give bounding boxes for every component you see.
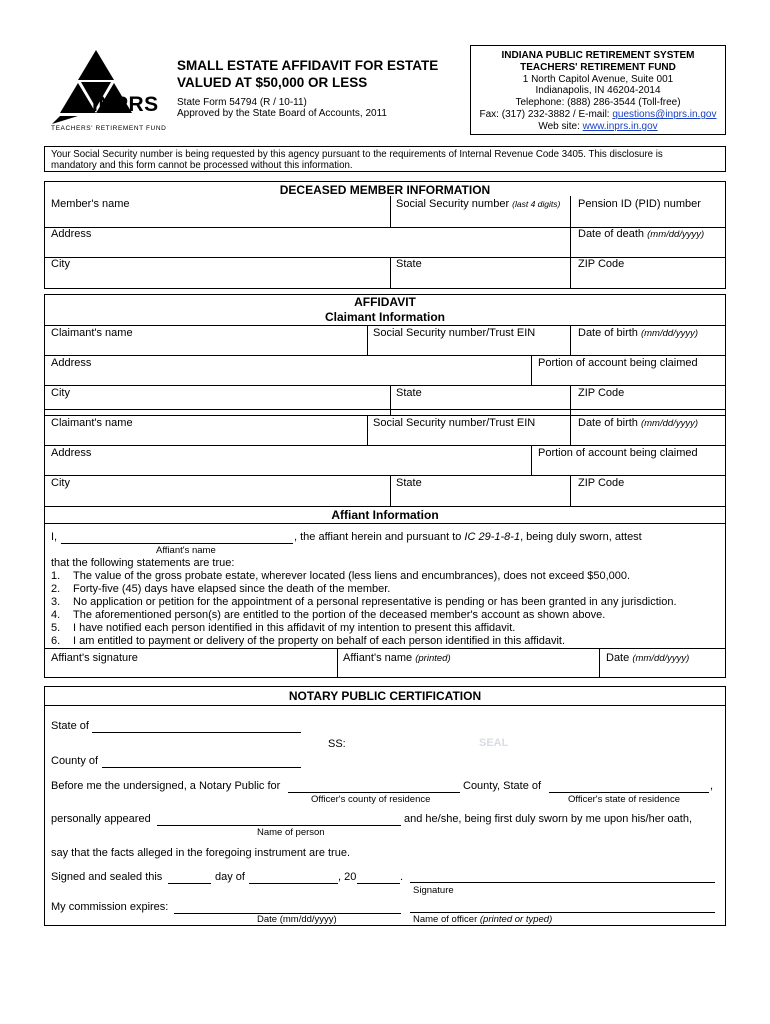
- person-name-line[interactable]: [157, 825, 401, 826]
- statement-item: [51, 609, 606, 622]
- ic-citation: IC 29-1-8-1: [464, 531, 521, 543]
- officers-state-caption: Officer's state of residence: [568, 794, 680, 805]
- inprs-logo: [44, 46, 174, 136]
- website-link[interactable]: www.inprs.in.gov: [582, 120, 658, 132]
- notice-line1: Your Social Security number is being requested by this agency pursuant to the requirements of Internal Revenue Code 3405. This disclosure is: [51, 149, 663, 160]
- commission-label: My commission expires:: [51, 901, 169, 913]
- notary-county-line[interactable]: [288, 792, 460, 793]
- field-claimant2-dob[interactable]: [578, 417, 698, 430]
- state-of-label: State of: [51, 720, 89, 732]
- notary-heading: NOTARY PUBLIC CERTIFICATION: [288, 689, 482, 703]
- statement-number: 5.: [51, 622, 61, 634]
- field-claimant2-state[interactable]: State: [396, 477, 422, 489]
- agency-name: INDIANA PUBLIC RETIREMENT SYSTEM: [501, 50, 695, 61]
- statement-item: [51, 622, 516, 635]
- statements-intro: that the following statements are true:: [51, 557, 235, 569]
- day-of-text: day of: [215, 871, 245, 883]
- seal-watermark: SEAL: [479, 737, 509, 749]
- statement-item: [51, 635, 566, 648]
- field-claimant2-portion[interactable]: Portion of account being claimed: [538, 447, 698, 459]
- sworn-text: and he/she, being first duly sworn by me upon his/her oath,: [404, 813, 693, 825]
- field-claimant1-ssn[interactable]: Social Security number/Trust EIN: [373, 327, 536, 339]
- statement-text: No application or petition for the appointment of a personal representative is pending or has been granted in any jurisdiction.: [73, 596, 677, 608]
- field-claimant2-city[interactable]: City: [51, 477, 70, 489]
- oath-text-part1: , the affiant herein and pursuant to: [294, 531, 465, 543]
- statement-text: The value of the gross probate estate, wherever located (less liens and encumbrances), does not exceed $50,000.: [73, 570, 631, 582]
- statement-item: [51, 570, 631, 583]
- affiant-oath-text: [294, 531, 642, 544]
- field-member-city[interactable]: City: [51, 258, 70, 270]
- form-title-line2: VALUED AT $50,000 OR LESS: [177, 75, 368, 90]
- notice-line2: mandatory and this form cannot be processed without this information.: [51, 160, 353, 171]
- affidavit-heading: AFFIDAVIT: [354, 295, 416, 309]
- before-me-text: Before me the undersigned, a Notary Public for: [51, 780, 281, 792]
- statement-text: I have notified each person identified in this affidavit of my intention to present this affidavit.: [73, 622, 516, 634]
- field-claimant1-name[interactable]: Claimant's name: [51, 327, 133, 339]
- dod-note: (mm/dd/yyyy): [647, 229, 705, 240]
- statement-text: Forty-five (45) days have elapsed since the death of the member.: [73, 583, 391, 595]
- agency-fax-email: [471, 109, 725, 121]
- field-affiant-printed-name[interactable]: [343, 652, 451, 665]
- logo-subtext: TEACHERS' RETIREMENT FUND: [51, 125, 167, 132]
- county-state-text: County, State of: [463, 780, 542, 792]
- notary-signature-line[interactable]: [410, 882, 715, 883]
- dob-label: Date of birth: [578, 327, 638, 339]
- period: .: [400, 871, 404, 883]
- personally-appeared-text: personally appeared: [51, 813, 151, 825]
- name-of-person-caption: Name of person: [257, 827, 325, 838]
- say-that-text: say that the facts alleged in the foregoing instrument are true.: [51, 847, 351, 859]
- printed-name-label: Affiant's name: [343, 652, 413, 664]
- ssn-notice-box: [44, 146, 726, 172]
- field-claimant1-portion[interactable]: Portion of account being claimed: [538, 357, 698, 369]
- field-affiant-signature[interactable]: Affiant's signature: [51, 652, 138, 664]
- field-member-address[interactable]: Address: [51, 228, 92, 240]
- ssn-label: Social Security number: [396, 198, 510, 210]
- agency-website: [471, 121, 725, 133]
- triangle-logo-icon: [44, 46, 174, 136]
- field-members-name[interactable]: Member's name: [51, 198, 130, 210]
- form-number: State Form 54794 (R / 10-11): [177, 97, 307, 108]
- statement-item: [51, 583, 391, 596]
- affiant-name-caption: Affiant's name: [156, 545, 216, 556]
- statement-text: The aforementioned person(s) are entitled to the portion of the deceased member's account as shown above.: [73, 609, 606, 621]
- statement-number: 2.: [51, 583, 61, 595]
- form-approval: Approved by the State Board of Accounts, 2011: [177, 108, 387, 119]
- officer-name-line[interactable]: [410, 912, 715, 913]
- statement-item: [51, 596, 677, 609]
- printed-note: (printed): [415, 653, 451, 664]
- month-line[interactable]: [249, 883, 338, 884]
- comma: ,: [710, 780, 714, 792]
- signature-caption: Signature: [413, 885, 454, 896]
- notary-state-line[interactable]: [549, 792, 709, 793]
- signed-sealed-text: Signed and sealed this: [51, 871, 163, 883]
- affiant-heading: Affiant Information: [331, 508, 439, 522]
- field-pension-id[interactable]: Pension ID (PID) number: [578, 198, 701, 210]
- day-line[interactable]: [168, 883, 211, 884]
- deceased-heading: DECEASED MEMBER INFORMATION: [279, 183, 491, 197]
- officer-name-caption: [413, 914, 552, 925]
- field-member-ssn[interactable]: [396, 198, 560, 211]
- agency-box: [470, 45, 726, 135]
- dob-label: Date of birth: [578, 417, 638, 429]
- state-of-line[interactable]: [92, 732, 301, 733]
- dob-note: (mm/dd/yyyy): [640, 418, 698, 429]
- statement-list: [51, 570, 677, 648]
- form-title-line1: SMALL ESTATE AFFIDAVIT FOR ESTATE: [177, 58, 439, 73]
- website-label: Web site:: [538, 120, 583, 132]
- dod-label: Date of death: [578, 228, 645, 240]
- field-claimant1-zip[interactable]: ZIP Code: [578, 387, 625, 399]
- officers-county-caption: Officer's county of residence: [311, 794, 431, 805]
- field-affiant-date[interactable]: [606, 652, 689, 665]
- date-note: (mm/dd/yyyy): [632, 653, 690, 664]
- year-prefix: , 20: [338, 871, 357, 883]
- dob-note: (mm/dd/yyyy): [640, 328, 698, 339]
- field-date-of-death[interactable]: [578, 228, 704, 241]
- oath-text-part2: , being duly sworn, attest: [520, 531, 642, 543]
- agency-telephone: Telephone: (888) 286-3544 (Toll-free): [515, 97, 681, 109]
- statement-number: 6.: [51, 635, 61, 647]
- county-of-line[interactable]: [102, 767, 301, 768]
- field-claimant2-zip[interactable]: ZIP Code: [578, 477, 625, 489]
- field-claimant2-name[interactable]: Claimant's name: [51, 417, 133, 429]
- field-claimant1-dob[interactable]: [578, 327, 698, 340]
- affiant-i-label: I,: [51, 531, 58, 543]
- field-claimant2-address[interactable]: Address: [51, 447, 92, 459]
- officer-caption-label: Name of officer: [413, 914, 478, 925]
- field-claimant1-state[interactable]: State: [396, 387, 422, 399]
- county-of-label: County of: [51, 755, 99, 767]
- fax-label: Fax: (317) 232-3882 / E-mail:: [479, 108, 613, 120]
- date-label: Date: [606, 652, 630, 664]
- officer-caption-note: (printed or typed): [479, 914, 553, 925]
- statement-text: I am entitled to payment or delivery of the property on behalf of each person identified in this affidavit.: [73, 635, 566, 647]
- logo-wordmark: INPRS: [92, 93, 159, 116]
- date-caption: Date (mm/dd/yyyy): [257, 914, 337, 925]
- claimant-heading: Claimant Information: [324, 310, 445, 324]
- email-link[interactable]: questions@inprs.in.gov: [612, 108, 717, 120]
- ssn-note: (last 4 digits): [512, 199, 561, 209]
- notary-section: [44, 686, 726, 926]
- field-claimant2-ssn[interactable]: Social Security number/Trust EIN: [373, 417, 536, 429]
- field-claimant1-address[interactable]: Address: [51, 357, 92, 369]
- affiant-name-line[interactable]: [61, 543, 293, 544]
- ss-label: SS:: [328, 738, 346, 750]
- field-member-zip[interactable]: ZIP Code: [578, 258, 625, 270]
- field-claimant1-city[interactable]: City: [51, 387, 70, 399]
- field-member-state[interactable]: State: [396, 258, 422, 270]
- agency-address1: 1 North Capitol Avenue, Suite 001: [522, 73, 674, 85]
- statement-number: 4.: [51, 609, 61, 621]
- year-line[interactable]: [357, 883, 400, 884]
- statement-number: 3.: [51, 596, 61, 608]
- agency-fund: TEACHERS' RETIREMENT FUND: [520, 61, 676, 73]
- statement-number: 1.: [51, 570, 61, 582]
- agency-address2: Indianapolis, IN 46204-2014: [535, 85, 661, 97]
